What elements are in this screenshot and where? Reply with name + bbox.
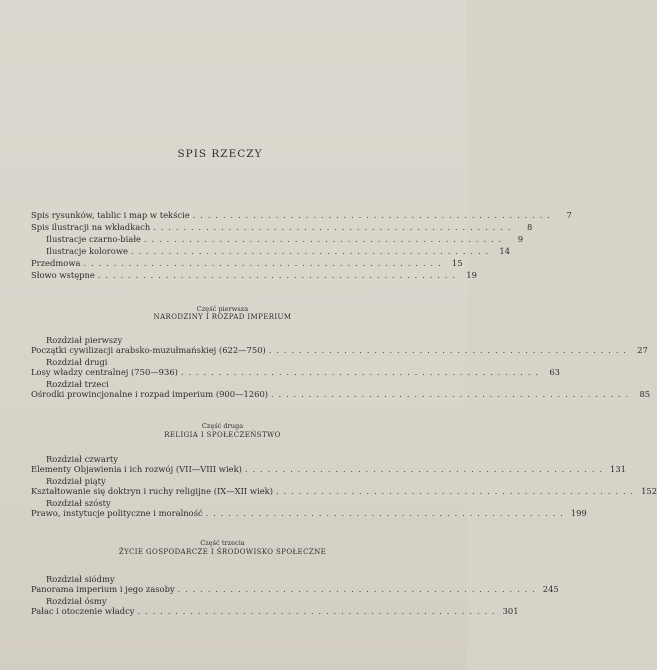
- leader-dots: ................................................: [153, 223, 516, 232]
- entry-page: 131: [610, 464, 626, 474]
- leader-dots: ................................................: [180, 368, 543, 377]
- entry-page: 199: [570, 508, 587, 518]
- leader-dots: ................................................: [97, 271, 460, 280]
- leader-dots: ................................................: [137, 607, 500, 616]
- chapter-label: Rozdział piąty: [46, 476, 106, 486]
- entry-label: Ośrodki prowincjonalne i rozpad imperium (900—1260): [31, 389, 269, 399]
- toc-entry: [31, 486, 657, 497]
- part-title: RELIGIA I SPOŁECZEŃSTWO: [164, 431, 281, 439]
- toc-entry: [31, 389, 651, 400]
- part-title: NARODZINY I ROZPAD IMPERIUM: [153, 313, 292, 321]
- leader-dots: ................................................: [83, 259, 446, 268]
- leader-dots: ................................................: [271, 390, 634, 399]
- toc-entry: [31, 508, 587, 519]
- toc-entry: [31, 464, 626, 475]
- part-label: Część druga: [201, 422, 244, 430]
- leader-dots: ................................................: [276, 487, 639, 496]
- entry-page: 63: [549, 367, 560, 377]
- toc-entry: [31, 270, 477, 281]
- toc-entry: [31, 367, 560, 378]
- leader-dots: ................................................: [144, 235, 507, 244]
- entry-label: Słowo wstępne: [31, 270, 95, 280]
- entry-page: 85: [639, 389, 651, 399]
- entry-label: Elementy Objawienia i ich rozwój (VII—VIII wiek): [31, 464, 242, 474]
- chapter-label: Rozdział szósty: [46, 498, 111, 508]
- entry-label: Ilustracje kolorowe: [46, 246, 128, 256]
- chapter-label: Rozdział siódmy: [46, 574, 115, 584]
- part-title: ŻYCIE GOSPODARCZE I ŚRODOWISKO SPOŁECZNE: [118, 548, 327, 556]
- chapter-label: Rozdział ósmy: [46, 596, 107, 606]
- leader-dots: ................................................: [205, 509, 568, 518]
- toc-entry: [31, 210, 572, 221]
- leader-dots: ................................................: [268, 346, 631, 355]
- chapter-label: Rozdział pierwszy: [46, 335, 123, 345]
- entry-page: 301: [502, 606, 519, 616]
- chapter-label: Rozdział trzeci: [46, 379, 109, 389]
- entry-label: Losy władzy centralnej (750—936): [31, 367, 178, 377]
- entry-label: Spis rysunków, tablic i map w tekście: [31, 210, 190, 220]
- toc-entry: [31, 258, 463, 269]
- chapter-label: Rozdział czwarty: [46, 454, 118, 464]
- page-title: SPIS RZECZY: [177, 148, 263, 160]
- entry-page: 8: [527, 222, 533, 232]
- part-label: Część trzecia: [200, 539, 245, 547]
- leader-dots: ................................................: [192, 211, 555, 220]
- entry-label: Początki cywilizacji arabsko-muzułmańskiej (622—750): [31, 345, 266, 355]
- entry-page: 14: [499, 246, 511, 256]
- entry-page: 9: [517, 234, 524, 244]
- toc-entry: [31, 222, 533, 233]
- toc-entry: [31, 606, 519, 617]
- entry-label: Przedmowa: [31, 258, 81, 268]
- part-label: Część pierwsza: [196, 305, 249, 313]
- entry-label: Pałac i otoczenie władcy: [31, 606, 135, 616]
- entry-label: Prawo, instytucje polityczne i moralność: [31, 508, 203, 518]
- entry-label: Panorama imperium i jego zasoby: [31, 584, 175, 594]
- entry-page: 19: [466, 270, 477, 280]
- entry-page: 7: [566, 210, 572, 220]
- entry-label: Ilustracje czarno-białe: [46, 234, 142, 244]
- chapter-label: Rozdział drugi: [46, 357, 108, 367]
- toc-entry: [46, 246, 511, 257]
- entry-page: 27: [637, 345, 648, 355]
- toc-entry: [46, 234, 524, 245]
- entry-page: 152: [641, 486, 657, 496]
- leader-dots: ................................................: [244, 465, 607, 474]
- toc-entry: [31, 584, 559, 595]
- leader-dots: ................................................: [130, 247, 494, 256]
- entry-label: Kształtowanie się doktryn i ruchy religijne (IX—XII wiek): [31, 486, 274, 496]
- toc-entry: [31, 345, 648, 356]
- leader-dots: ................................................: [177, 585, 540, 594]
- entry-label: Spis ilustracji na wkładkach: [31, 222, 151, 232]
- entry-page: 245: [542, 584, 559, 594]
- entry-page: 15: [451, 258, 463, 268]
